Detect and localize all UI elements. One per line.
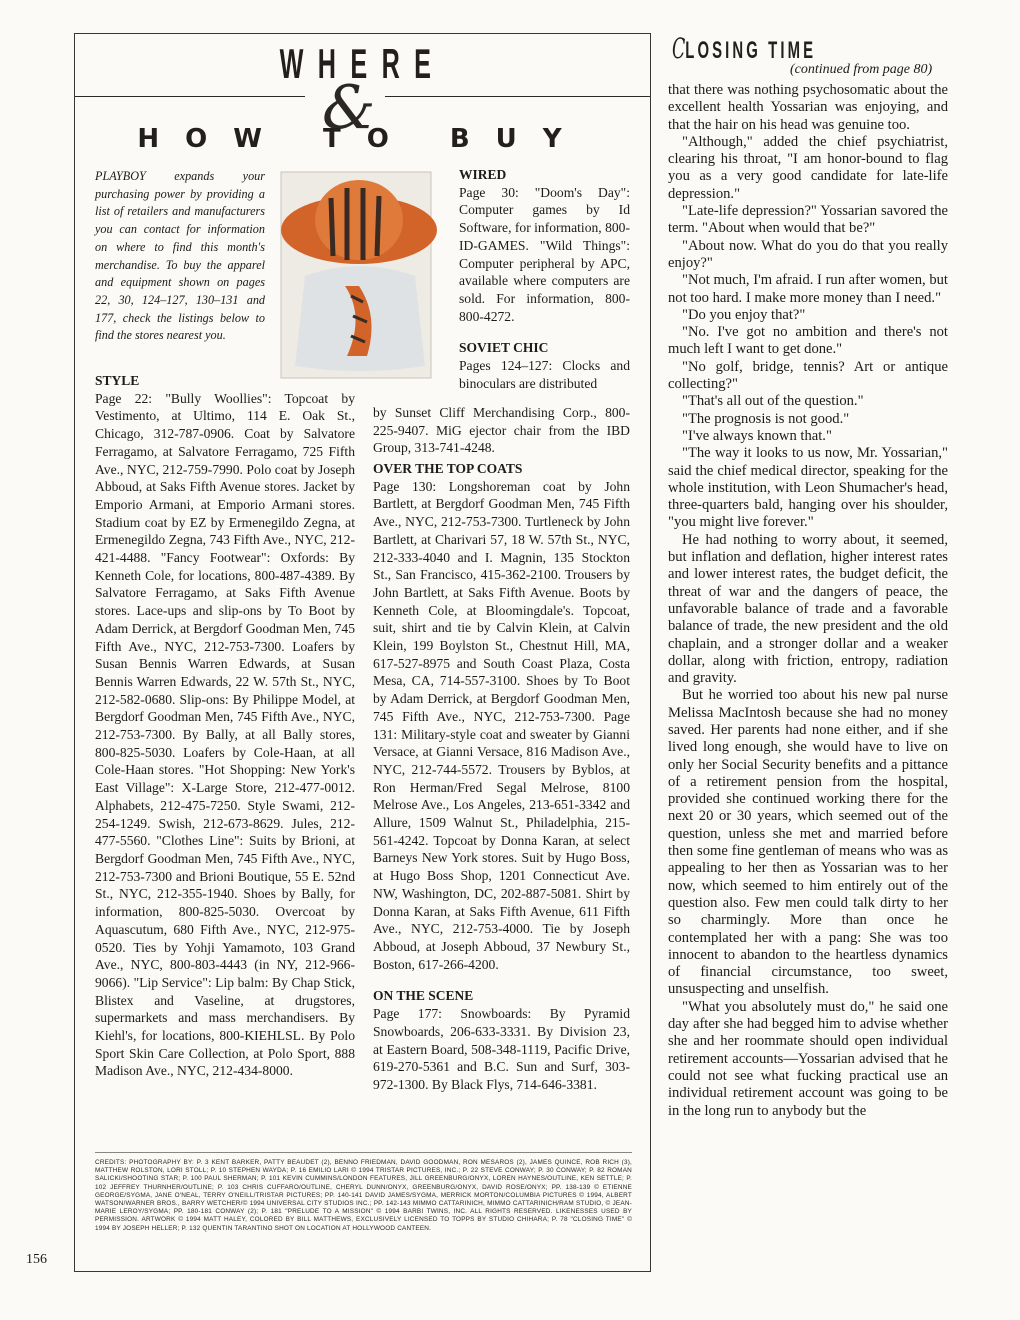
hat-and-scarf-illustration	[275, 166, 441, 386]
paragraph: He had nothing to worry about, it seemed, but inflation and deflation, higher interest rates and lower interest rates, the budget deficit, the threat of war and the dangers of peace, the unfavorable balance of trade and a favorable balance of trade, the new president and the old chaplain, and a stronger dollar and a weaker dollar, along with friction, entropy, radiation and gravity.	[668, 531, 948, 687]
closing-time-text	[668, 82, 948, 1120]
paragraph: "About now. What do you do that you really enjoy?"	[668, 237, 948, 271]
paragraph: "What you absolutely must do," he said one day after she had begged him to advise whether she and her roommate should open individual retirement accounts—Yossarian advised that he could not see what fucking practical use an individual retirement account was going to be in the long run to anybody but the	[668, 998, 948, 1119]
photo-credits: CREDITS: PHOTOGRAPHY BY: P. 3 KENT BARKER, PATTY BEAUDET (2), BENNO FRIEDMAN, DAVID GOODMAN, RON MESAROS (2), JAMES QUINCE, ROB RICH (3), MATTHEW ROLSTON, LORI STOLL; P. 10 STEPHEN WAYDA; P. 16 EMILIO LARI © 1994 TRISTAR PICTURES, INC.; P. 22 STEVE CONWAY; P. 30 CONWAY; P. 82 ROMAN SALICKI/SHOOTING STAR; P. 100 PAUL SHERMAN; P. 101 KEVIN CUMMINS/LONDON FEATURES, JILL GREENBURG/ONYX, LOREN HAYNES/OUTLINE, KEN SETTLE; P. 102 JEFFREY THURNHER/OUTLINE; P. 103 CHRIS CUFFARO/OUTLINE, CHERYL DUNN/ONYX, GREENBURG/ONYX, DAVID ROSE/ONYX; PP. 138-139 © ETIENNE GEORGE/SYGMA, JANE O'NEAL, TERRY O'NEILL/TRISTAR PICTURES; PP. 140-141 DAVID JAMES/SYGMA, MERRICK MORTON/COLUMBIA PICTURES © 1994, ALBERT WATSON/WARNER BROS., BARRY WETCHER/© 1994 UNIVERSAL CITY STUDIOS INC.; PP. 142-143 MIMMO CATTARINICH, MIMMO CATTARINICH/RAM STUDIO, © JEAN-MARIE LEROY/SYGMA; PP. 180-181 CONWAY (2); P. 181 "PRELUDE TO A MISSION" © 1994 BARBI TWINS, INC. ALL RIGHTS RESERVED. LIKENESSES USED BY PERMISSION. ARTWORK © 1994 MATT HALEY, COLORED BY BILL MATTHEWS, EXCLUSIVELY LICENSED TO TOPPS BY STUDIO CHIHARA; P. 78 "CLOSING TIME" © 1994 BY JOSEPH HELLER; P. 132 QUENTIN TARANTINO SHOT ON LOCATION AT HOLLYWOOD CANTEEN.	[95, 1159, 632, 1232]
wired-heading: WIRED	[459, 167, 507, 182]
paragraph: "Do you enjoy that?"	[682, 306, 806, 323]
paragraph: "No. I've got no ambition and there's not much left I want to get done."	[668, 324, 948, 358]
paragraph: "That's all out of the question."	[682, 393, 864, 410]
divider-left	[75, 96, 305, 97]
paragraph: "I've always known that."	[682, 427, 832, 444]
paragraph: "No golf, bridge, tennis? Art or antique collecting?"	[668, 358, 948, 393]
soviet-body-b: by Sunset Cliff Merchandising Corp., 800-225-9407. MiG ejector chair from the IBD Group, 313-741-4248.	[373, 405, 630, 456]
credits-divider	[95, 1152, 632, 1153]
paragraph: "Although," added the chief psychiatrist, clearing his throat, "I am honor-bound to flag you as a very good candidate for late-life depression."	[668, 133, 948, 202]
title-initial: C	[672, 32, 686, 65]
paragraph: "The way it looks to us now, Mr. Yossarian," said the chief medical director, speaking for the whole institution, with Leon Shumacher's head, three-quarters bald, hanging over his shoulder, "you might live forever."	[668, 445, 948, 531]
continued-note: (continued from page 80)	[790, 62, 933, 77]
paragraph: "The prognosis is not good."	[682, 410, 850, 427]
intro-text: PLAYBOY expands your purchasing power by providing a list of retailers and manufacturers you can contact for information on where to find this month's merchandise. To buy the apparel and equipment shown on pages 22, 30, 124–127, 130–131 and 177, check the listings below to find the stores nearest you.	[95, 169, 265, 343]
soviet-heading: SOVIET CHIC	[459, 340, 549, 356]
paragraph: "Not much, I'm afraid. I run after women, but not too hard. I make more money than I need."	[668, 272, 948, 306]
coats-heading: OVER THE TOP COATS	[373, 461, 523, 476]
ampersand: &	[322, 73, 376, 143]
style-heading: STYLE	[95, 373, 140, 388]
coats-body: Page 130: Longshoreman coat by John Bartlett, at Bergdorf Goodman Men, 745 Fifth Ave., NYC, 212-753-7300. Turtleneck by John Bartlett, at Charivari 57, 18 W. 57th St., NYC, 212-333-4040 and I. Magnin, 135 Stockton St., San Francisco, 415-362-2100. Trousers by John Bartlett, at Saks Fifth Avenue. Boots by Kenneth Cole, at Bloomingdale's. Topcoat, suit, shirt and tie by Calvin Klein, at Calvin Klein, 199 Boylston St., Chestnut Hill, MA, 617-527-8975 and South Coast Plaza, Costa Mesa, CA, 714-557-3100. Shoes by To Boot by Adam Derrick, at Bergdorf Goodman Men, 745 Fifth Ave., NYC, 212-753-7300. Page 131: Military-style coat and sweater by Gianni Versace, at Gianni Versace, 816 Madison Ave., NYC, 212-744-5572. Trousers by Byblos, at Ron Herman/Fred Segal Melrose, 8100 Melrose Ave., Los Angeles, 213-651-3342 and Allure, 1509 Walnut St., Philadelphia, 215-561-4242. Topcoat by Donna Karan, at select Barneys New York stores. Suit by Hugo Boss, at Hugo Boss Shop, 1201 Connecticut Ave. NW, Washington, DC, 202-887-5081. Shirt by Donna Karan, at Saks Fifth Avenue, 611 Fifth Ave., NYC, 212-753-4000. Tie by Joseph Abboud, at Joseph Abboud, 37 Newbury St., Boston, 617-266-4200.	[373, 478, 630, 972]
wired-body: Page 30: "Doom's Day": Computer games by Id Software, for information, 800-ID-GAMES. "Wild Things": Computer peripheral by APC, available where computers are sold. For information, 800-800-4272.	[459, 184, 631, 324]
style-section	[95, 372, 355, 1080]
soviet-continued	[373, 404, 630, 457]
wired-section	[459, 166, 630, 392]
scene-body: Page 177: Snowboards: By Pyramid Snowboards, 206-633-3331. By Division 23, at Eastern Board, 508-348-1119, Pacific Drive, 619-270-5361 and B.C. Sun and Surf, 303-972-1300. By Black Flys, 714-646-3381.	[373, 1006, 630, 1092]
paragraph: "Late-life depression?" Yossarian savored the term. "About when would that be?"	[668, 203, 948, 237]
paragraph: But he worried too about his new pal nurse Melissa MacIntosh because she had no money saved. Her parents had none either, and if she lived long enough, she would have to live on only her Social Security benefits and a pittance of a retirement pension from the hospital, provided she continued working there for the next 20 or 30 years, which seemed out of the question, unless she met and married before then some fine gentleman of means who was as appealing to her then as Yossarian was to her now, which seemed to him entirely out of the question also. Few men could talk dirty to her so charmingly. More than once he contemplated her with a pang: She was too innocent to abandon to the heartless dynamics of financial circumstance, too sweet, unsuspecting and unselfish.	[668, 687, 948, 998]
title-rest: LOSING TIME	[685, 37, 817, 64]
soviet-body-a: Pages 124–127: Clocks and binoculars are distributed	[459, 358, 630, 391]
how-to-buy-heading: HOW TO BUY	[137, 124, 588, 154]
where-heading: WHERE	[279, 40, 446, 87]
where-how-to-buy-box	[74, 33, 651, 1272]
style-body: Page 22: "Bully Woollies": Topcoat by Vestimento, at Ultimo, 114 E. Oak St., Chicago, 312-787-0906. Coat by Salvatore Ferragamo, at Salvatore Ferragamo, 725 Fifth Ave., NYC, 212-759-7990. Polo coat by Joseph Abboud, at Saks Fifth Avenue stores. Jacket by Emporio Armani, at Emporio Armani stores. Stadium coat by EZ by Ermenegildo Zegna, at Ermenegildo Zegna, 743 Fifth Ave., NYC, 212-421-4488. "Fancy Footwear": Oxfords: By Kenneth Cole, for locations, 800-487-4389. By Salvatore Ferragamo, at Saks Fifth Avenue stores. Lace-ups and slip-ons by To Boot by Adam Derrick, at Bergdorf Goodman Men, 745 Fifth Ave., NYC, 212-753-7300. Loafers by Susan Bennis Warren Edwards, at Susan Bennis Warren Edwards, 22 W. 57th St., NYC, 212-582-0680. Slip-ons: By Philippe Model, at Bergdorf Goodman Men, 745 Fifth Ave., NYC, 212-753-7300. By Bally, at all Bally stores, 800-825-5030. Loafers by Cole-Haan, at all Cole-Haan stores. "Hot Shopping: New York's East Village": X-Large Store, 212-477-0012. Alphabets, 212-475-7250. Style Swami, 212-254-1249. Swish, 212-673-8629. Jules, 212-477-5560. "Clothes Line": Suits by Brioni, at Bergdorf Goodman Men, 745 Fifth Ave., NYC, 212-753-7300 and Brioni Boutique, 55 E. 52nd St., NYC, 212-355-1940. Shoes by Bally, for information, 800-825-5030. Overcoat by Aquascutum, 680 Fifth Ave., NYC, 212-975-0520. Ties by Yohji Yamamoto, 103 Grand Ave., NYC, 800-803-4443 (in NY, 212-966-9066). "Lip Service": Lip balm: By Chap Stick, Blistex and Vaseline, at drugstores, supermarkets and mass merchandisers. By Kiehl's, for locations, 800-KIEHLSL. By Polo Sport Skin Care Collection, at Polo Sport, 888 Madison Ave., NYC, 212-434-8000.	[95, 390, 355, 1079]
coats-section	[373, 460, 630, 1094]
page-number: 156	[26, 1252, 47, 1267]
closing-time-title	[672, 32, 816, 65]
paragraph: that there was nothing psychosomatic about the excellent health Yossarian was enjoying, and that the hair on his head was genuine too.	[668, 82, 948, 133]
scene-heading: ON THE SCENE	[373, 988, 474, 1004]
divider-right	[385, 96, 650, 97]
